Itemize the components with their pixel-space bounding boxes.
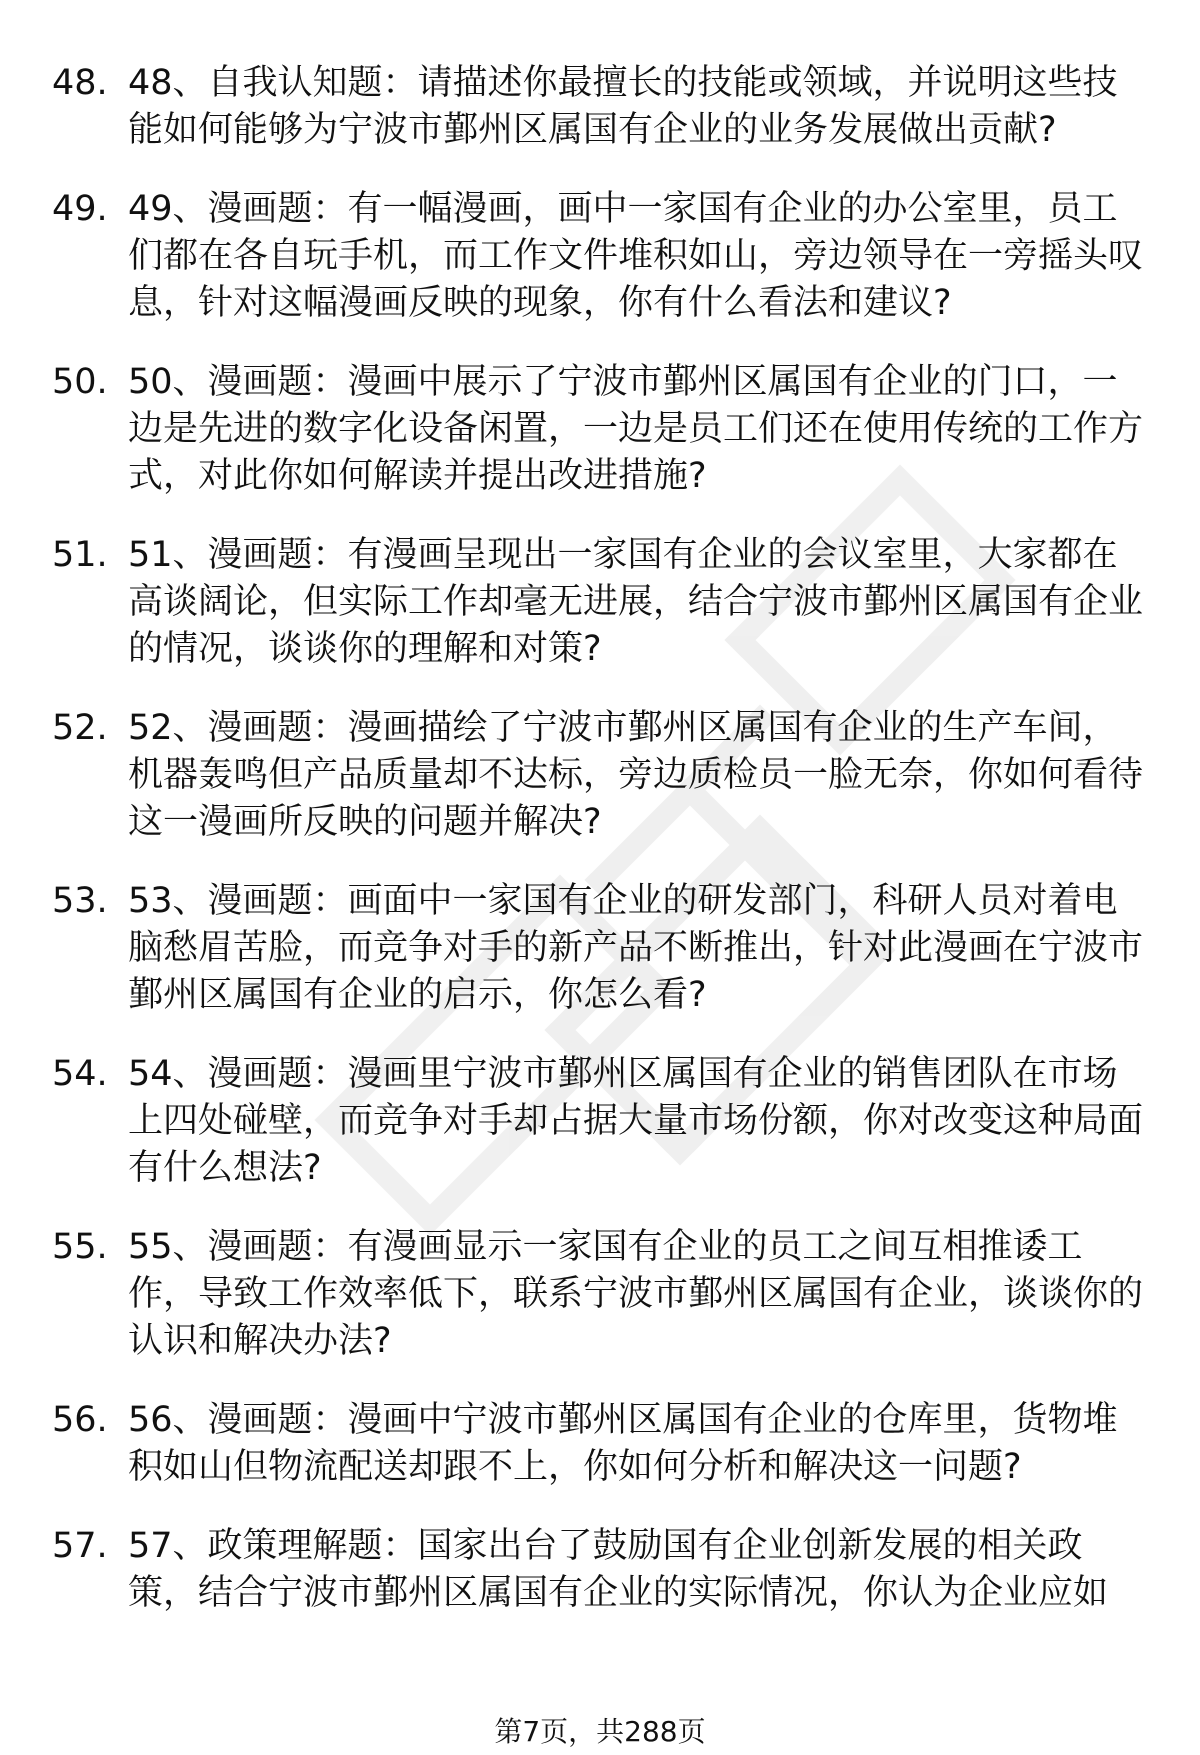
item-number: 54. xyxy=(52,1054,108,1094)
list-item xyxy=(52,1397,1152,1491)
item-text: 57、政策理解题：国家出台了鼓励国有企业创新发展的相关政策，结合宁波市鄞州区属国有企业的实际情况，你认为企业应如 xyxy=(128,1526,1109,1613)
item-text: 55、漫画题：有漫画显示一家国有企业的员工之间互相推诿工作，导致工作效率低下，联系宁波市鄞州区属国有企业，谈谈你的认识和解决办法? xyxy=(128,1227,1144,1361)
item-number: 57. xyxy=(52,1526,108,1566)
item-text: 50、漫画题：漫画中展示了宁波市鄞州区属国有企业的门口，一边是先进的数字化设备闲置，一边是员工们还在使用传统的工作方式，对此你如何解读并提出改进措施? xyxy=(128,362,1144,496)
item-number: 48. xyxy=(52,63,108,103)
item-number: 49. xyxy=(52,189,108,229)
item-text: 56、漫画题：漫画中宁波市鄞州区属国有企业的仓库里，货物堆积如山但物流配送却跟不上，你如何分析和解决这一问题? xyxy=(128,1400,1118,1487)
item-text: 54、漫画题：漫画里宁波市鄞州区属国有企业的销售团队在市场上四处碰壁，而竞争对手却占据大量市场份额，你对改变这种局面有什么想法? xyxy=(128,1054,1144,1188)
list-item xyxy=(52,60,1152,154)
item-text: 52、漫画题：漫画描绘了宁波市鄞州区属国有企业的生产车间，机器轰鸣但产品质量却不达标，旁边质检员一脸无奈，你如何看待这一漫画所反映的问题并解决? xyxy=(128,708,1144,842)
question-list xyxy=(52,60,1152,1649)
item-text: 53、漫画题：画面中一家国有企业的研发部门，科研人员对着电脑愁眉苦脸，而竞争对手的新产品不断推出，针对此漫画在宁波市鄞州区属国有企业的启示，你怎么看? xyxy=(128,881,1144,1015)
page-footer: 第7页，共288页 xyxy=(494,1715,706,1748)
list-item xyxy=(52,186,1152,327)
list-item xyxy=(52,1224,1152,1365)
list-item xyxy=(52,1051,1152,1192)
item-number: 50. xyxy=(52,362,108,402)
item-text: 49、漫画题：有一幅漫画，画中一家国有企业的办公室里，员工们都在各自玩手机，而工作文件堆积如山，旁边领导在一旁摇头叹息，针对这幅漫画反映的现象，你有什么看法和建议? xyxy=(128,189,1144,323)
list-item xyxy=(52,532,1152,673)
list-item xyxy=(52,878,1152,1019)
list-item xyxy=(52,705,1152,846)
item-text: 51、漫画题：有漫画呈现出一家国有企业的会议室里，大家都在高谈阔论，但实际工作却毫无进展，结合宁波市鄞州区属国有企业的情况，谈谈你的理解和对策? xyxy=(128,535,1144,669)
item-number: 56. xyxy=(52,1400,108,1440)
item-number: 51. xyxy=(52,535,108,575)
item-number: 53. xyxy=(52,881,108,921)
item-number: 55. xyxy=(52,1227,108,1267)
item-number: 52. xyxy=(52,708,108,748)
list-item xyxy=(52,1523,1152,1617)
list-item xyxy=(52,359,1152,500)
item-text: 48、自我认知题：请描述你最擅长的技能或领域，并说明这些技能如何能够为宁波市鄞州区属国有企业的业务发展做出贡献? xyxy=(128,63,1118,150)
